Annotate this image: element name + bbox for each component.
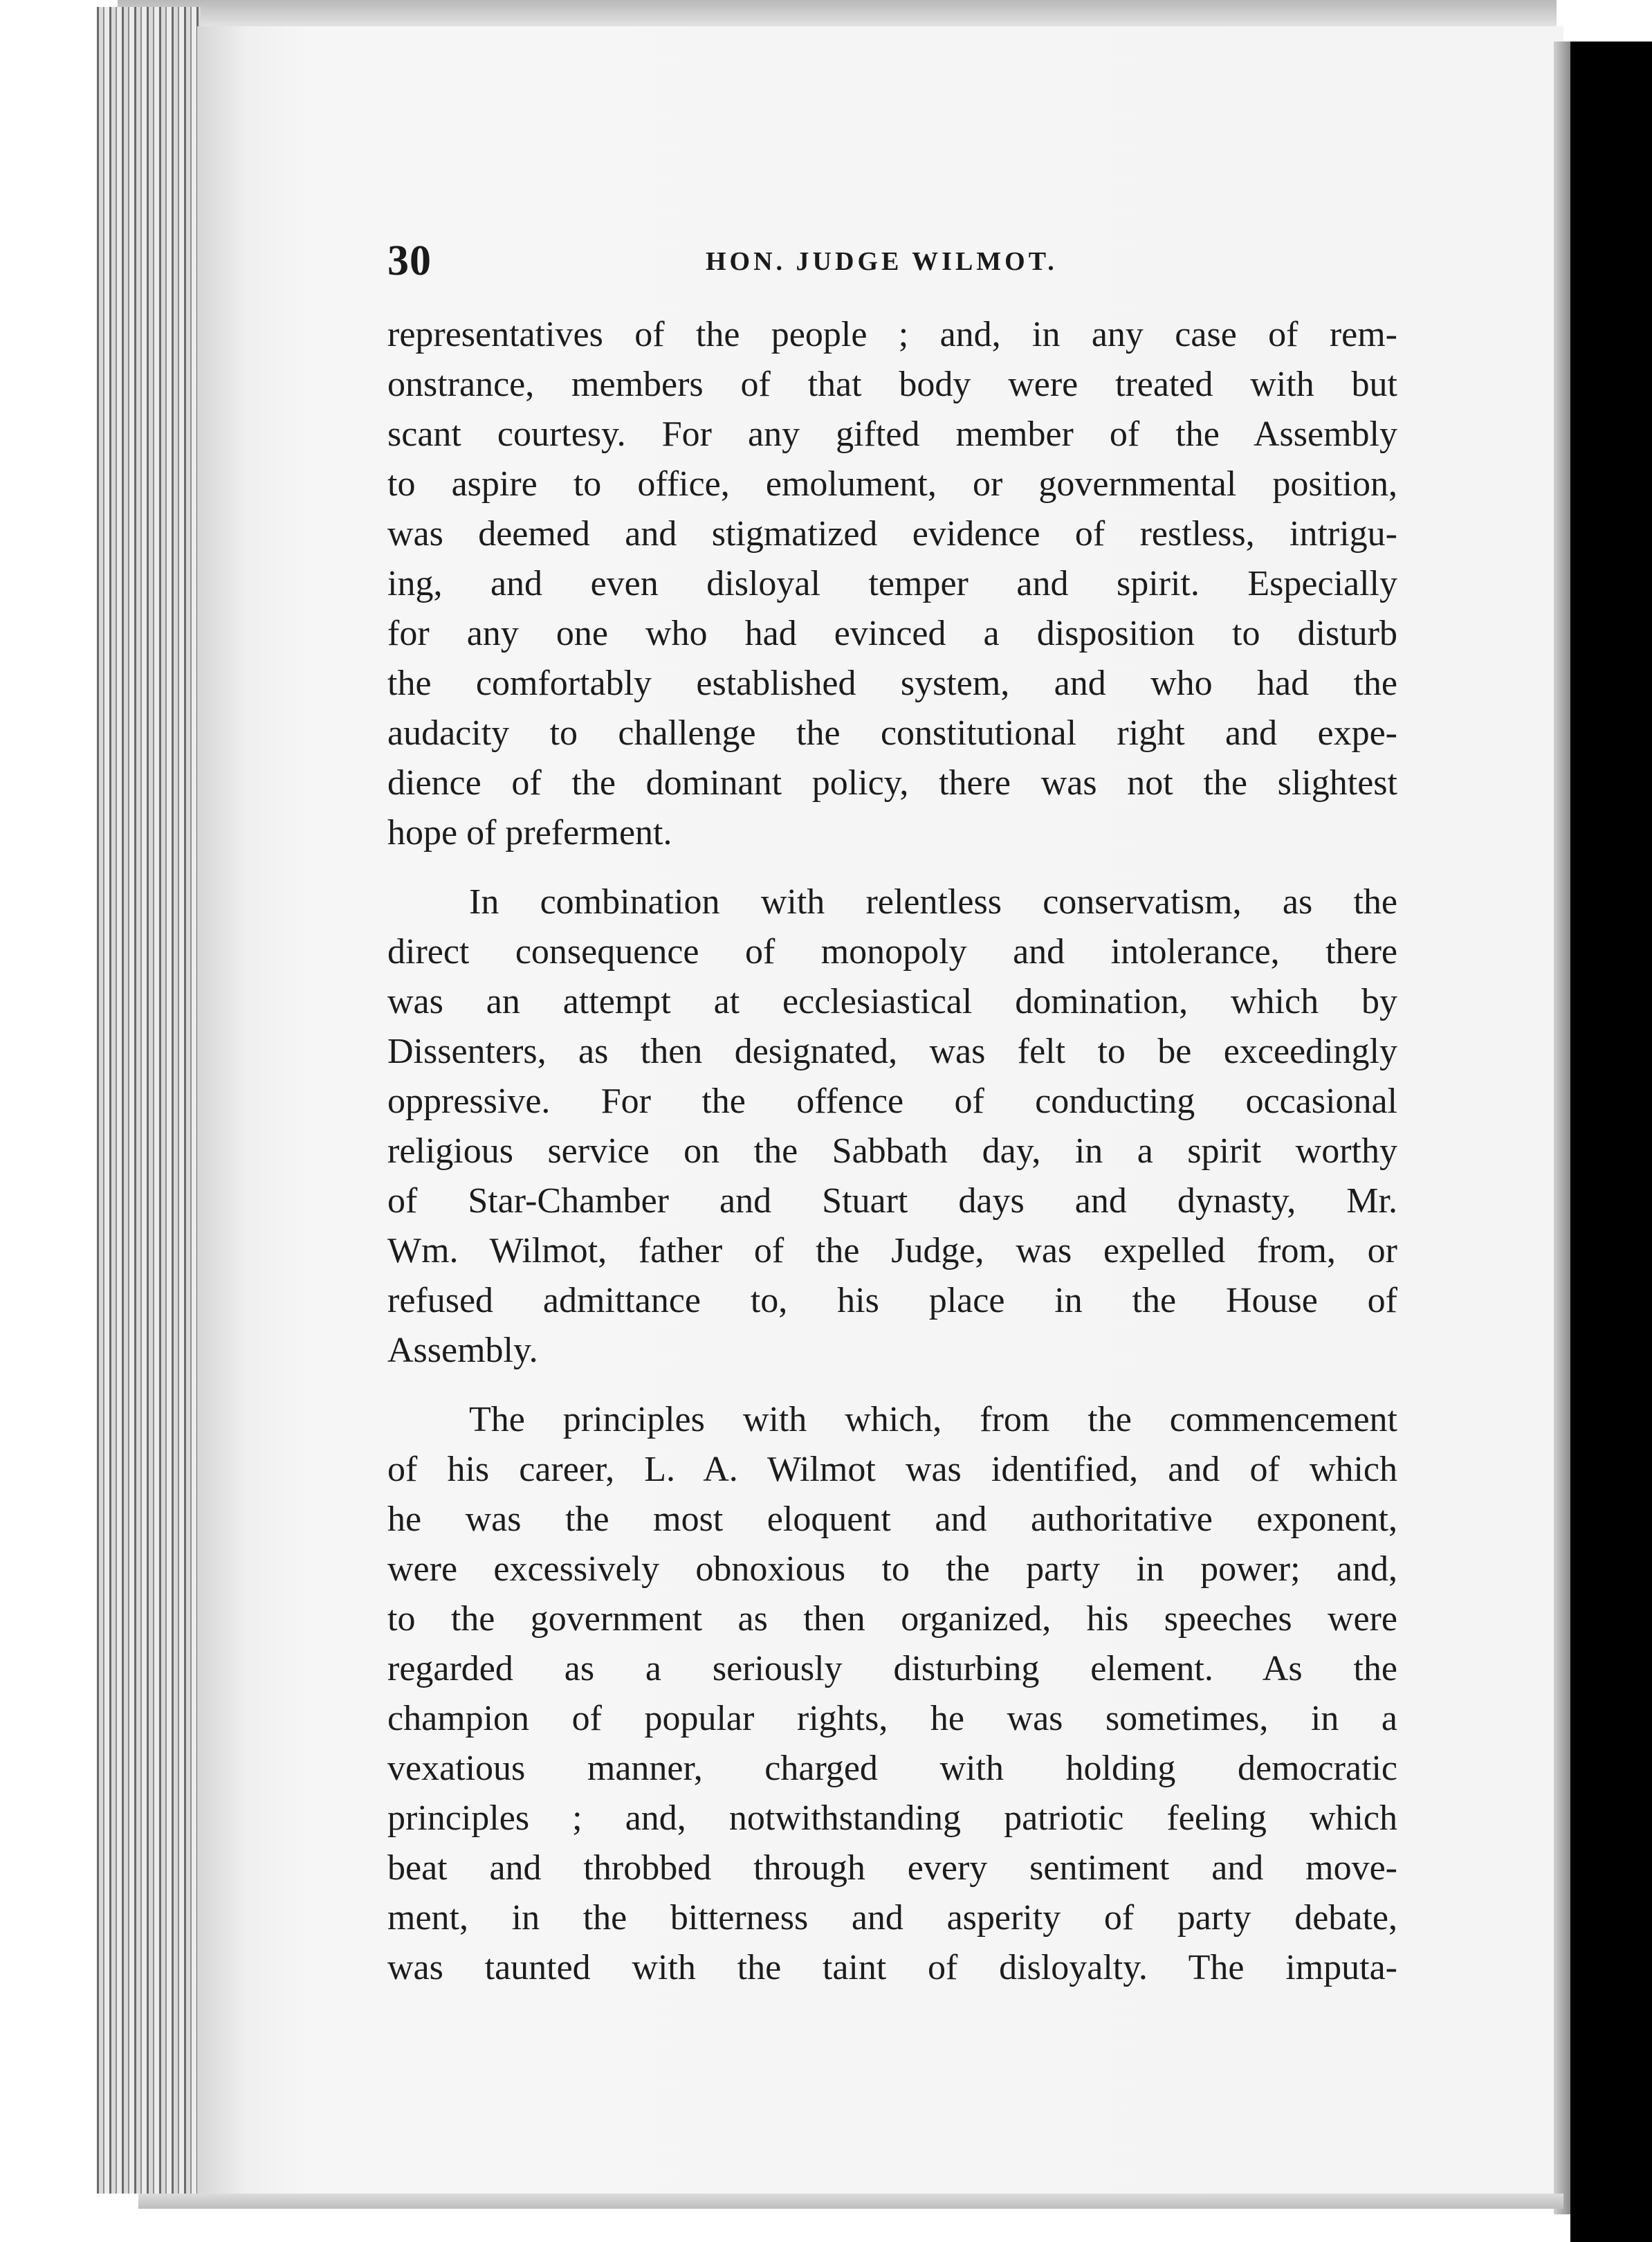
text-line: religious service on the Sabbath day, in a spirit worthy [387, 1131, 1397, 1171]
book-bottom-edge [138, 2194, 1563, 2209]
body-text [387, 310, 1397, 1993]
text-line: to the government as then organized, his speeches were [387, 1599, 1397, 1639]
text-line: was an attempt at ecclesiastical domination, which by [387, 982, 1397, 1021]
paragraph-gap [387, 858, 1397, 877]
text-line: scant courtesy. For any gifted member of the Assembly [387, 414, 1397, 454]
text-line: to aspire to office, emolument, or governmental position, [387, 464, 1397, 504]
text-line: of Star-Chamber and Stuart days and dynasty, Mr. [387, 1181, 1397, 1221]
text-line: In combination with relentless conservatism, as the [469, 882, 1397, 922]
text-line: hope of preferment. [387, 813, 672, 853]
text-line: onstrance, members of that body were treated with but [387, 365, 1397, 404]
text-line: dience of the dominant policy, there was not the slightest [387, 763, 1397, 803]
text-line: audacity to challenge the constitutional right and expe- [387, 713, 1397, 753]
scan-border-right [1570, 42, 1652, 2242]
running-head [387, 237, 1397, 284]
text-line: for any one who had evinced a disposition to disturb [387, 614, 1397, 653]
paragraph-2 [387, 877, 1397, 1376]
text-line: regarded as a seriously disturbing element. As the [387, 1649, 1397, 1688]
text-line: were excessively obnoxious to the party in power; and, [387, 1549, 1397, 1589]
text-line: was taunted with the taint of disloyalty. The imputa- [387, 1948, 1397, 1987]
paragraph-3 [387, 1395, 1397, 1993]
text-line: oppressive. For the offence of conducting occasional [387, 1082, 1397, 1121]
text-line: the comfortably established system, and who had the [387, 664, 1397, 703]
text-line: he was the most eloquent and authoritative exponent, [387, 1500, 1397, 1539]
text-line: ing, and even disloyal temper and spirit. Especially [387, 564, 1397, 603]
text-line: beat and throbbed through every sentiment and move- [387, 1848, 1397, 1888]
page-number: 30 [387, 237, 432, 284]
text-line: Assembly. [387, 1331, 538, 1370]
text-line: ment, in the bitterness and asperity of party debate, [387, 1898, 1397, 1938]
text-line: of his career, L. A. Wilmot was identified, and of which [387, 1450, 1397, 1489]
book-top-edge [118, 0, 1557, 28]
text-line: Dissenters, as then designated, was felt to be exceedingly [387, 1032, 1397, 1071]
running-title: HON. JUDGE WILMOT. [706, 247, 1058, 276]
text-line: principles ; and, notwithstanding patriotic feeling which [387, 1798, 1397, 1838]
text-line: direct consequence of monopoly and intolerance, there [387, 932, 1397, 972]
text-line: Wm. Wilmot, father of the Judge, was expelled from, or [387, 1231, 1397, 1270]
text-line: was deemed and stigmatized evidence of restless, intrigu- [387, 514, 1397, 554]
paragraph-gap [387, 1376, 1397, 1395]
text-line: The principles with which, from the commencement [469, 1400, 1397, 1439]
text-line: vexatious manner, charged with holding democratic [387, 1749, 1397, 1788]
page-edges-stack [97, 7, 201, 2194]
text-line: champion of popular rights, he was sometimes, in a [387, 1699, 1397, 1738]
text-line: refused admittance to, his place in the House of [387, 1281, 1397, 1320]
gutter-shadow [1554, 42, 1570, 2214]
paragraph-1 [387, 310, 1397, 858]
text-line: representatives of the people ; and, in any case of rem- [387, 315, 1397, 354]
